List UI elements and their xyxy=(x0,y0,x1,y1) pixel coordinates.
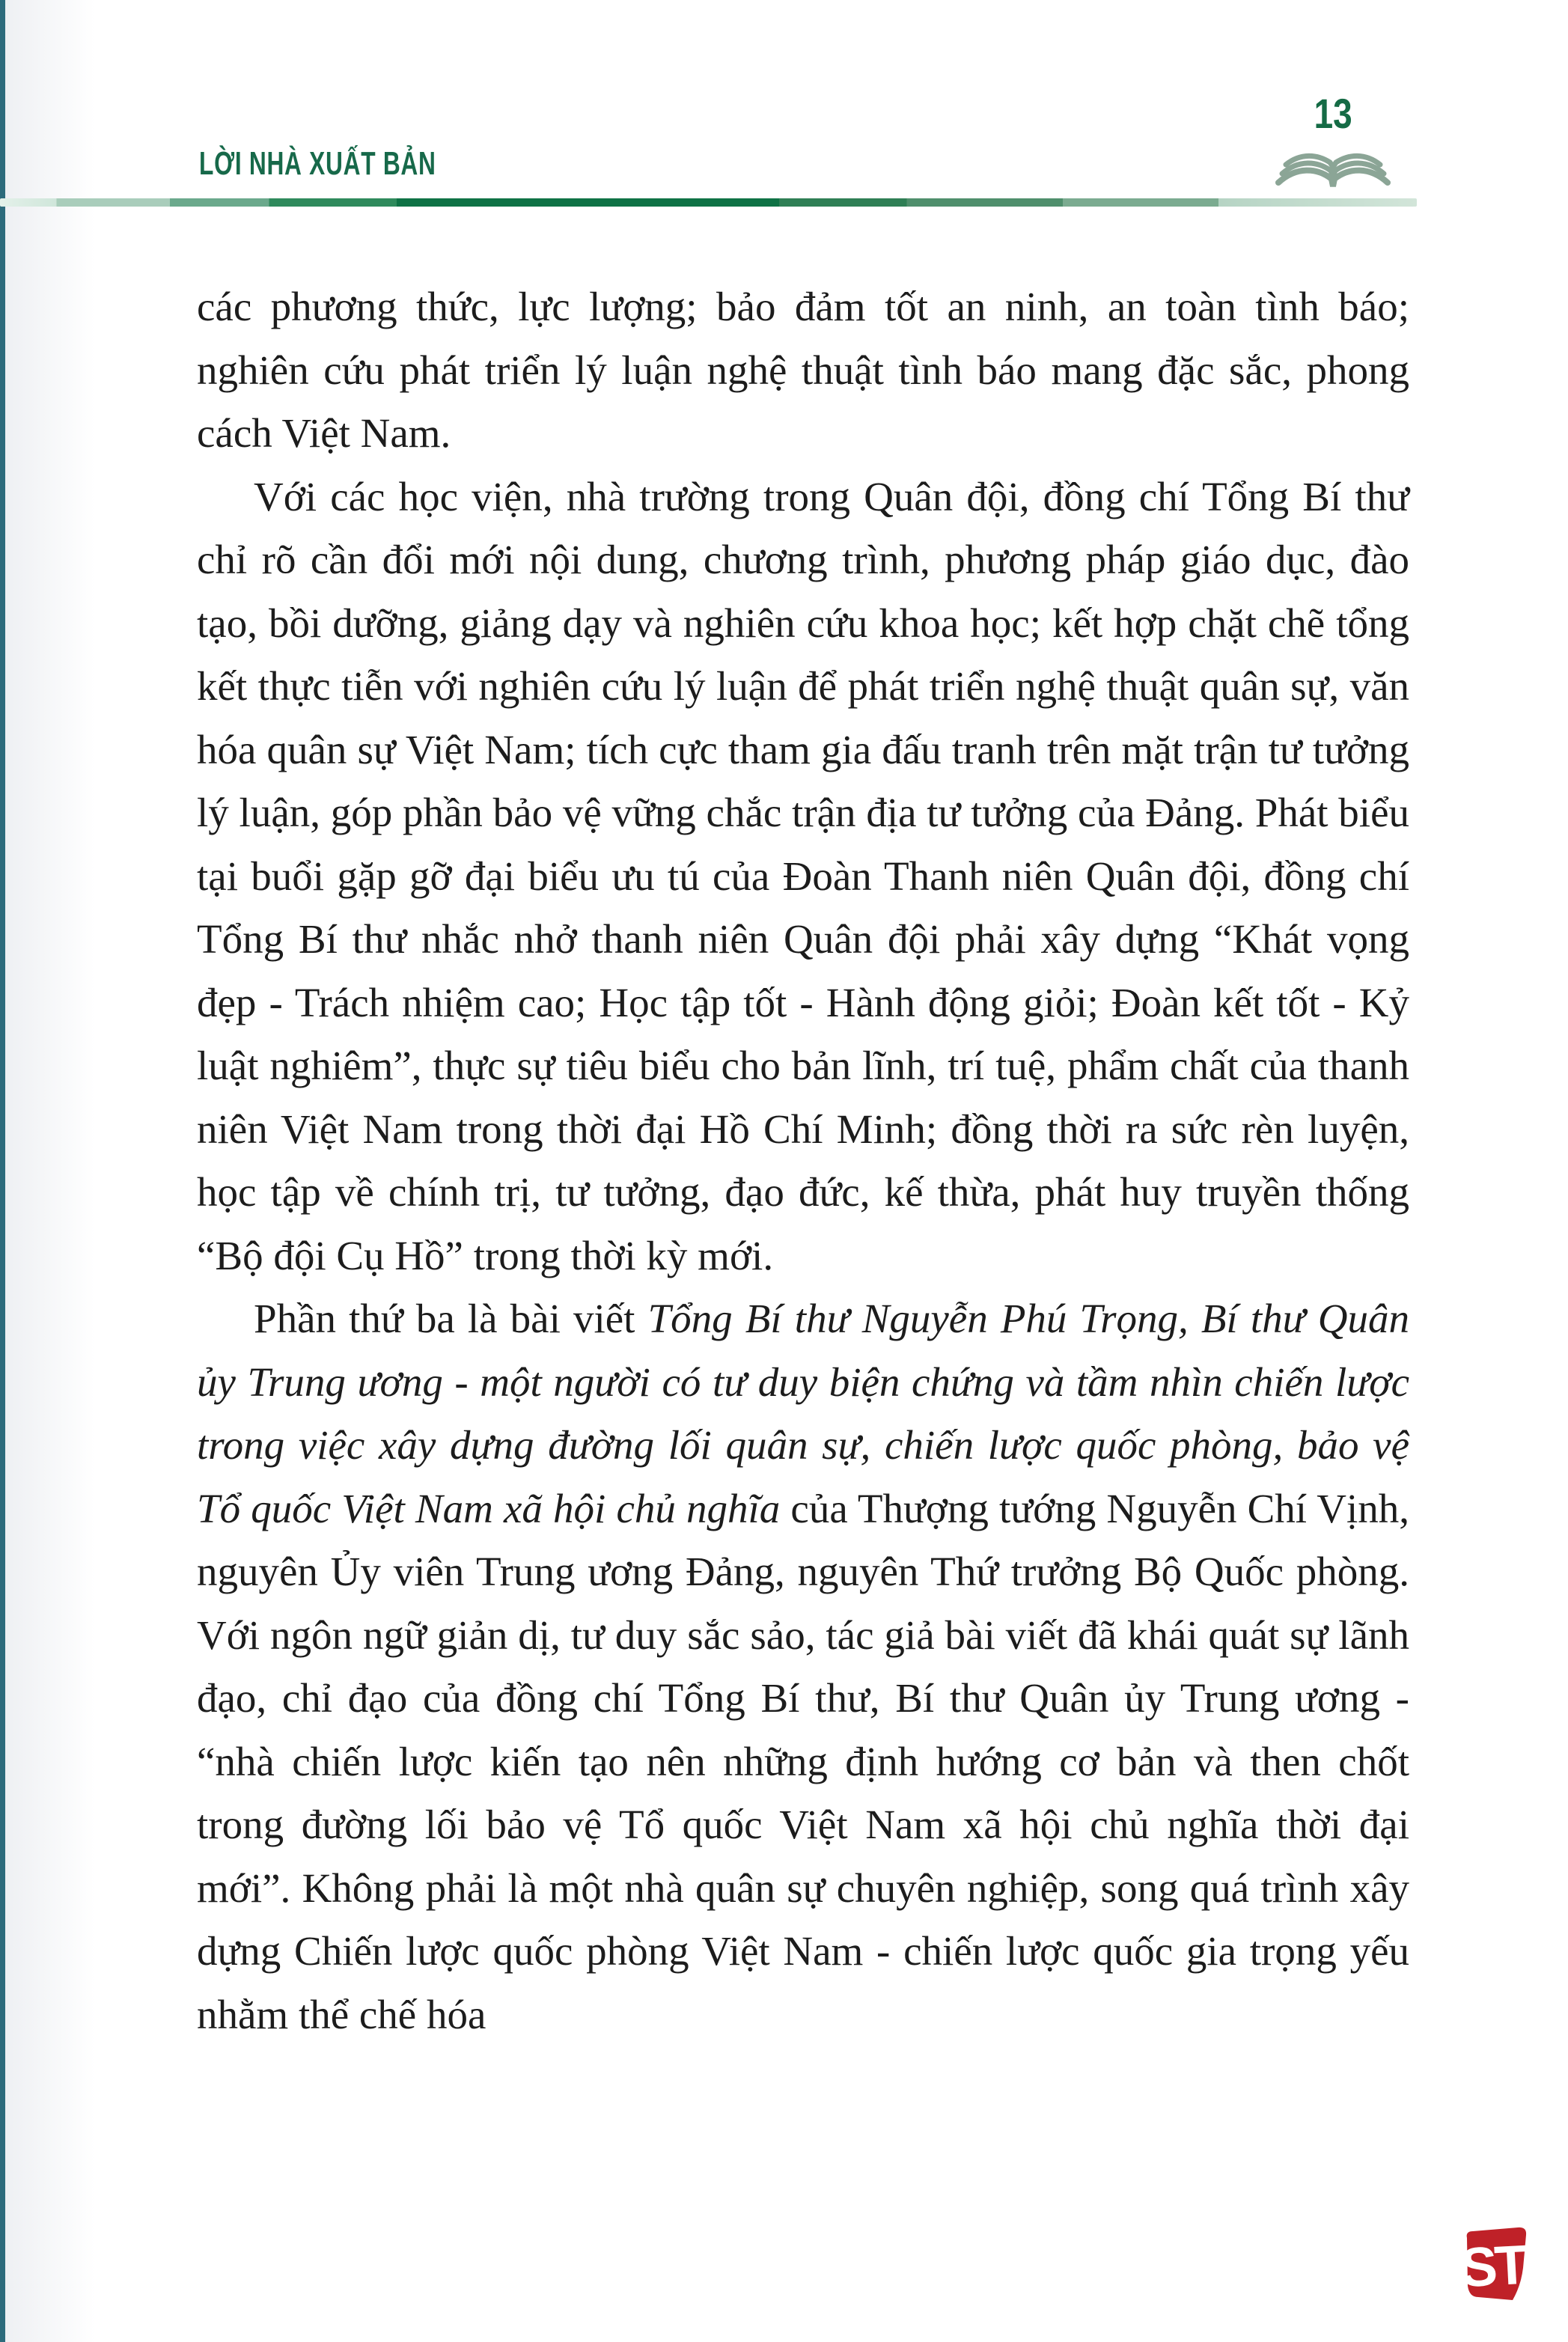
body-run: Với các học viện, nhà trường trong Quân đội, đồng chí Tổng Bí thư chỉ rõ cần đổi mới nội dung, chương trình, phương pháp giáo dục, đào tạo, bồi dưỡng, giảng dạy và nghiên cứu khoa học; kết hợp chặt chẽ tổng kết thực tiễn với nghiên cứu lý luận để phát triển nghệ thuật quân sự, văn hóa quân sự Việt Nam; tích cực tham gia đấu tranh trên mặt trận tư tưởng lý luận, góp phần bảo vệ vững chắc trận địa tư tưởng của Đảng. Phát biểu tại buổi gặp gỡ đại biểu ưu tú của Đoàn Thanh niên Quân đội, đồng chí Tổng Bí thư nhắc nhở thanh niên Quân đội phải xây dựng “Khát vọng đẹp - Trách nhiệm cao; Học tập tốt - Hành động giỏi; Đoàn kết tốt - Kỷ luật nghiêm”, thực sự tiêu biểu cho bản lĩnh, trí tuệ, phẩm chất của thanh niên Việt Nam trong thời đại Hồ Chí Minh; đồng thời ra sức rèn luyện, học tập về chính trị, tư tưởng, đạo đức, kế thừa, phát huy truyền thống “Bộ đội Cụ Hồ” trong thời kỳ mới. xyxy=(197,473,1409,1278)
header-divider-rule xyxy=(0,198,1417,207)
st-logo-letters: ST xyxy=(1459,2233,1528,2299)
body-run: của Thượng tướng Nguyễn Chí Vịnh, nguyên Ủy viên Trung ương Đảng, nguyên Thứ trưởng Bộ Quốc phòng. Với ngôn ngữ giản dị, tư duy sắc sảo, tác giả bài viết đã khái quát sự lãnh đạo, chỉ đạo của đồng chí Tổng Bí thư, Bí thư Quân ủy Trung ương - “nhà chiến lược kiến tạo nên những định hướng cơ bản và then chốt trong đường lối bảo vệ Tổ quốc Việt Nam xã hội chủ nghĩa thời đại mới”. Không phải là một nhà quân sự chuyên nghiệp, song quá trình xây dựng Chiến lược quốc phòng Việt Nam - chiến lược quốc gia trọng yếu nhằm thể chế hóa xyxy=(197,1485,1409,2037)
page-number: 13 xyxy=(1314,90,1352,137)
paragraph xyxy=(197,275,1409,466)
body-run: Phần thứ ba là bài viết xyxy=(254,1296,648,1341)
page-edge-stripe xyxy=(0,0,5,2342)
body-run: các phương thức, lực lượng; bảo đảm tốt an ninh, an toàn tình báo; nghiên cứu phát triển lý luận nghệ thuật tình báo mang đặc sắc, phong cách Việt Nam. xyxy=(197,284,1409,456)
body-text xyxy=(197,275,1409,2046)
page-corner xyxy=(1265,90,1401,189)
open-book-icon xyxy=(1274,144,1392,189)
paragraph xyxy=(197,466,1409,1288)
paragraph xyxy=(197,1287,1409,2046)
book-title-italic-text: Tổng Bí thư Nguyễn Phú Trọng, Bí thư Quân ủy Trung ương - một người có tư duy biện chứng và tầm nhìn chiến lược trong việc xây dựng đường lối quân sự, chiến lược quốc phòng, bảo vệ Tổ quốc Việt Nam xã hội chủ nghĩa xyxy=(197,1296,1409,1531)
page-edge-shadow xyxy=(5,0,95,2342)
running-head-title: LỜI NHÀ XUẤT BẢN xyxy=(199,145,436,182)
st-publisher-logo xyxy=(1458,2226,1530,2304)
